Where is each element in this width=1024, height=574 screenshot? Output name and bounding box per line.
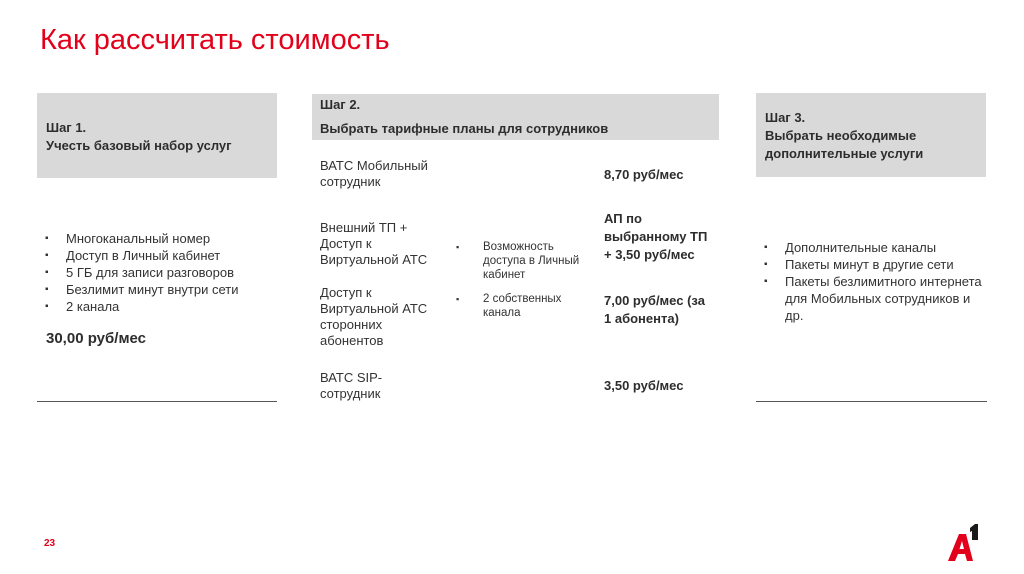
list-item: ▪ Многоканальный номер	[39, 230, 279, 247]
step1-header-text: Учесть базовый набор услуг	[46, 138, 232, 153]
step1-header-number: Шаг 1.	[46, 120, 87, 135]
step3-divider	[756, 401, 987, 402]
list-item: ▪ Возможность доступа в Личный кабинет	[456, 240, 596, 282]
price-sip: 3,50 руб/мес	[604, 378, 684, 393]
price-external: АП по выбранному ТП + 3,50 руб/мес	[604, 211, 708, 262]
step1-header	[37, 93, 277, 178]
list-item: ▪ Доступ в Личный кабинет	[39, 247, 279, 264]
step2-header	[312, 94, 719, 140]
plan-sip: ВАТС SIP-сотрудник	[320, 370, 383, 401]
list-item: ▪ 2 собственных канала	[456, 292, 596, 320]
list-item: ▪ 2 канала	[39, 298, 279, 315]
step3-services-list	[758, 239, 986, 324]
list-item: ▪ Дополнительные каналы	[758, 239, 986, 256]
step2-header-number: Шаг 2.	[320, 97, 361, 112]
step1-services-list	[39, 230, 279, 315]
list-item: ▪ Пакеты минут в другие сети	[758, 256, 986, 273]
page-number: 23	[44, 538, 56, 549]
plan-external: Внешний ТП + Доступ к Виртуальной АТС	[320, 220, 428, 267]
step3-header-text: Выбрать необходимые дополнительные услуги	[765, 128, 924, 161]
step1-price: 30,00 руб/мес	[46, 330, 147, 347]
list-item: ▪ Пакеты безлимитного интернета для Мобильных сотрудников и др.	[758, 273, 986, 324]
page-title: Как рассчитать стоимость	[40, 24, 390, 56]
plan-mobile: ВАТС Мобильный сотрудник	[320, 158, 428, 189]
step3-header	[756, 93, 986, 177]
plan-third-party: Доступ к Виртуальной АТС сторонних абонентов	[320, 285, 428, 348]
price-mobile: 8,70 руб/мес	[604, 167, 684, 182]
price-third-party: 7,00 руб/мес (за 1 абонента)	[604, 293, 705, 326]
step2-features-list	[456, 240, 596, 330]
step3-header-number: Шаг 3.	[765, 110, 806, 125]
step1-divider	[37, 401, 277, 402]
step2-header-text: Выбрать тарифные планы для сотрудников	[320, 121, 609, 136]
a1-logo-icon	[946, 522, 982, 562]
list-item: ▪ Безлимит минут внутри сети	[39, 281, 279, 298]
list-item: ▪ 5 ГБ для записи разговоров	[39, 264, 279, 281]
